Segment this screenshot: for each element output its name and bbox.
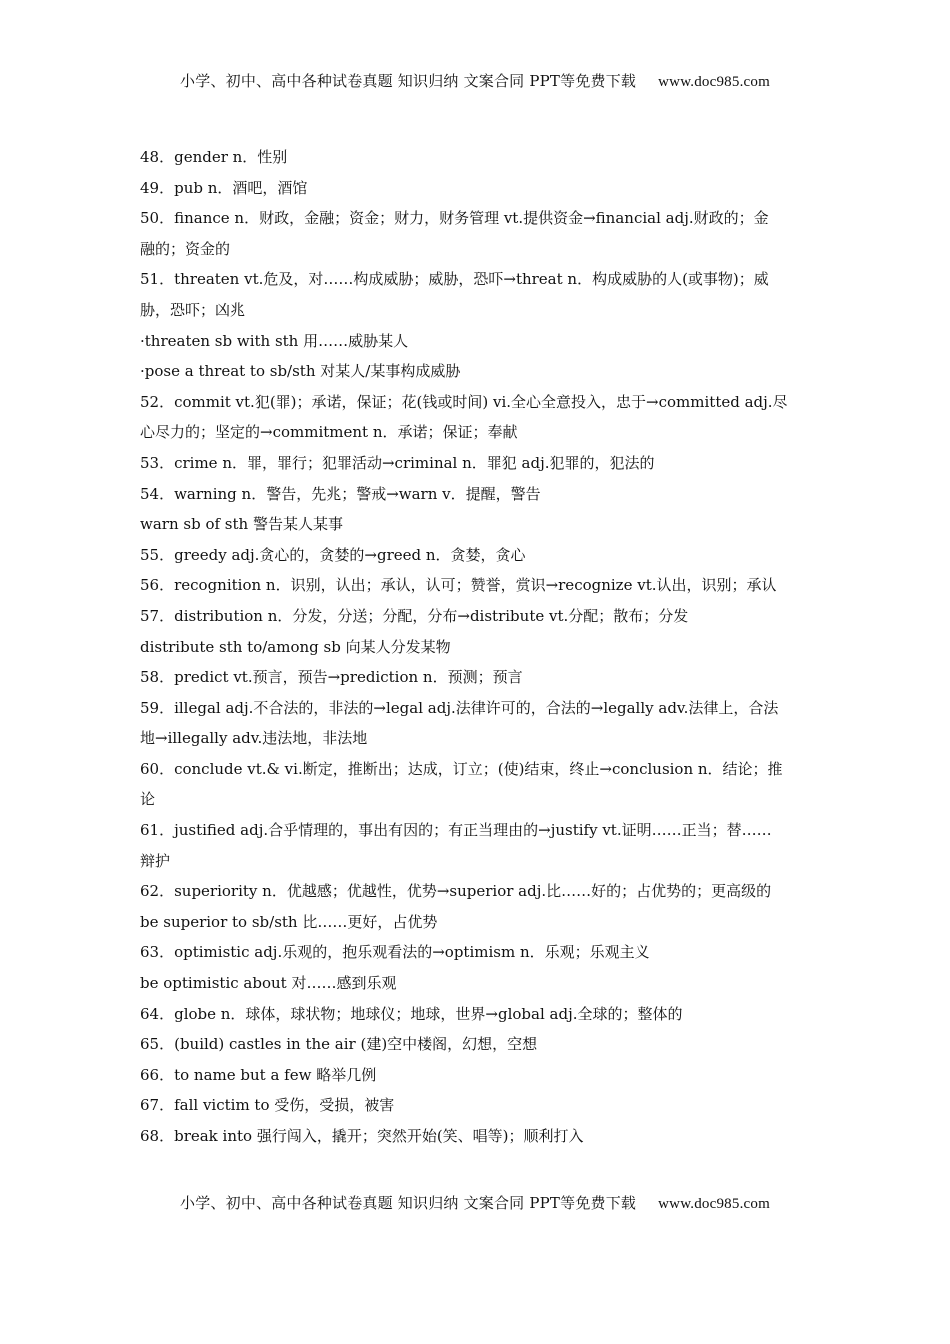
vocab-line: 50．finance n．财政，金融；资金；财力，财务管理 vt.提供资金→financial adj.财政的；金 — [140, 209, 769, 228]
vocab-line: 心尽力的；坚定的→commitment n．承诺；保证；奉献 — [140, 423, 518, 442]
vocab-line: 辩护 — [140, 851, 171, 870]
vocab-line: 53．crime n．罪，罪行；犯罪活动→criminal n．罪犯 adj.犯罪的，犯法的 — [140, 453, 655, 472]
vocab-line: 地→illegally adv.违法地，非法地 — [140, 729, 368, 748]
vocab-line: 65．(build) castles in the air (建)空中楼阁，幻想，空想 — [140, 1035, 538, 1054]
vocab-line: 49．pub n．酒吧，酒馆 — [140, 178, 308, 197]
vocabulary-list — [140, 142, 812, 1152]
vocab-line: distribute sth to/among sb 向某人分发某物 — [140, 637, 451, 656]
vocab-line: 60．conclude vt.& vi.断定，推断出；达成，订立；(使)结束，终止→conclusion n．结论；推 — [140, 759, 783, 778]
vocab-line: 59．illegal adj.不合法的，非法的→legal adj.法律许可的，合法的→legally adv.法律上，合法 — [140, 698, 779, 717]
vocab-line: be optimistic about 对……感到乐观 — [140, 974, 397, 993]
vocab-line: 68．break into 强行闯入，撬开；突然开始(笑、唱等)；顺利打入 — [140, 1127, 584, 1145]
vocab-line: ·pose a threat to sb/sth 对某人/某事构成威胁 — [140, 362, 461, 381]
vocab-line: warn sb of sth 警告某人某事 — [140, 515, 343, 534]
vocab-line: 51．threaten vt.危及，对……构成威胁；威胁，恐吓→threat n．构成威胁的人(或事物)；威 — [140, 270, 769, 289]
vocab-line: 融的；资金的 — [140, 239, 231, 258]
footer-text: 小学、初中、高中各种试卷真题 知识归纳 文案合同 PPT等免费下载 — [180, 1194, 637, 1212]
vocab-line: 64．globe n．球体，球状物；地球仪；地球，世界→global adj.全球的；整体的 — [140, 1004, 683, 1023]
vocab-line: 胁，恐吓；凶兆 — [140, 300, 246, 319]
vocab-line: 论 — [140, 790, 156, 809]
vocab-line: ·threaten sb with sth 用……威胁某人 — [140, 331, 409, 350]
footer-url-link[interactable]: www.doc985.com — [658, 1196, 770, 1212]
vocab-line: 55．greedy adj.贪心的，贪婪的→greed n．贪婪，贪心 — [140, 545, 526, 564]
vocab-line: 63．optimistic adj.乐观的，抱乐观看法的→optimism n．乐观；乐观主义 — [140, 943, 650, 962]
vocab-line: 67．fall victim to 受伤，受损，被害 — [140, 1096, 395, 1115]
vocab-line: be superior to sb/sth 比……更好，占优势 — [140, 912, 438, 931]
page-footer — [0, 1192, 950, 1213]
vocab-line: 48．gender n．性别 — [140, 148, 288, 166]
vocab-line: 61．justified adj.合乎情理的，事出有因的；有正当理由的→justify vt.证明……正当；替…… — [140, 821, 772, 840]
vocab-line: 54．warning n．警告，先兆；警戒→warn v．提醒，警告 — [140, 484, 541, 503]
vocab-line: 57．distribution n．分发，分送；分配，分布→distribute vt.分配；散布；分发 — [140, 606, 689, 625]
page-header — [0, 70, 950, 91]
vocab-line: 52．commit vt.犯(罪)；承诺，保证；花(钱或时间) vi.全心全意投入，忠于→committed adj.尽 — [140, 392, 788, 411]
vocab-line: 62．superiority n．优越感；优越性，优势→superior adj.比……好的；占优势的；更高级的 — [140, 882, 772, 901]
vocab-line: 58．predict vt.预言，预告→prediction n．预测；预言 — [140, 668, 523, 687]
vocab-line: 56．recognition n．识别，认出；承认，认可；赞誉，赏识→recognize vt.认出，识别；承认 — [140, 576, 777, 595]
header-text: 小学、初中、高中各种试卷真题 知识归纳 文案合同 PPT等免费下载 — [180, 72, 637, 90]
vocab-line: 66．to name but a few 略举几例 — [140, 1065, 377, 1084]
header-url-link[interactable]: www.doc985.com — [658, 74, 770, 90]
